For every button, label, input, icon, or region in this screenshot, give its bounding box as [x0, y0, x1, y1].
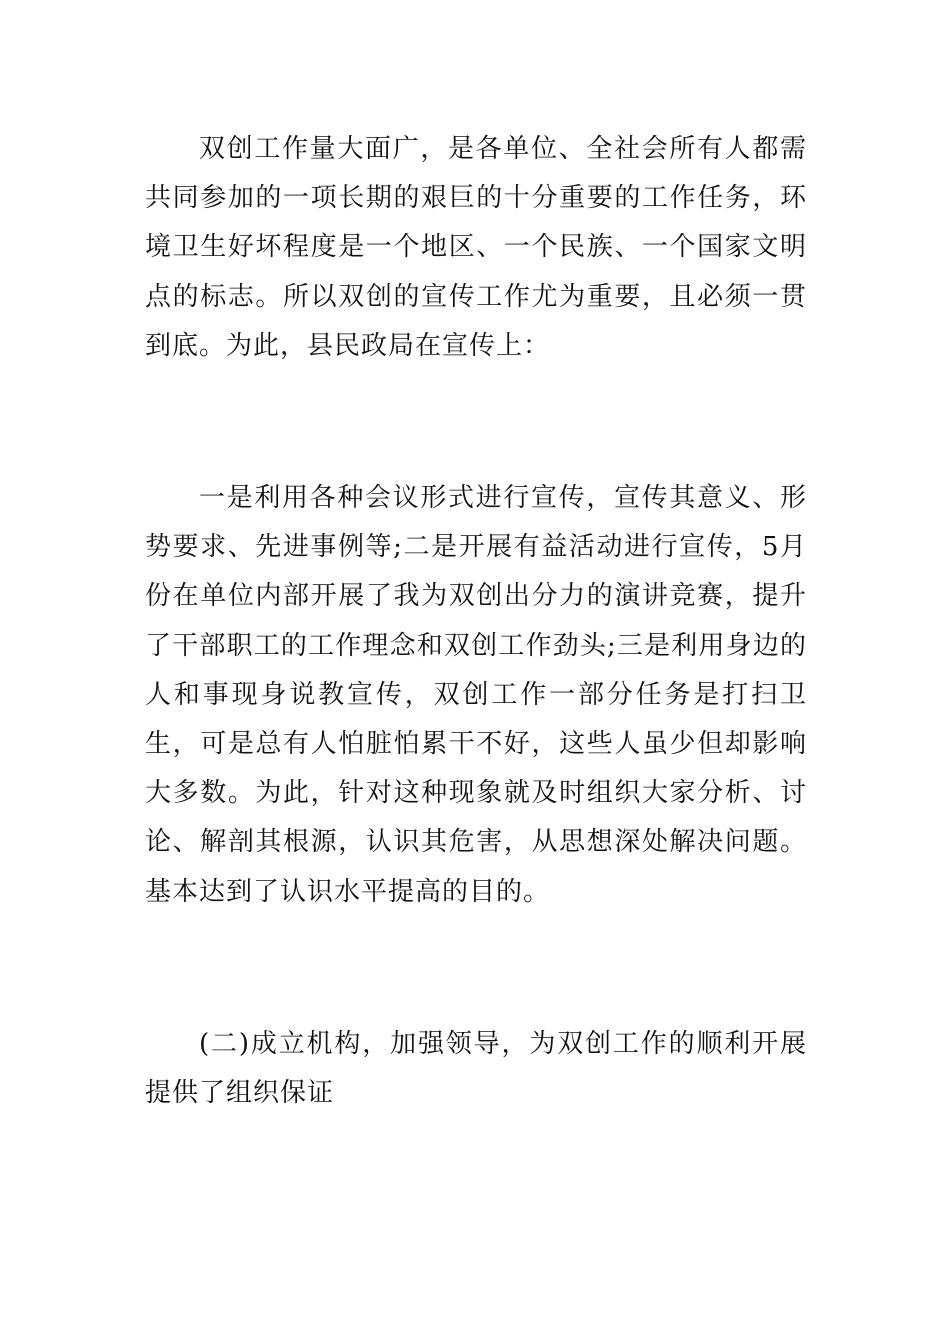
paragraph-publicity-intro: 双创工作量大面广，是各单位、全社会所有人都需共同参加的一项长期的艰巨的十分重要的工作任务，环境卫生好坏程度是一个地区、一个民族、一个国家文明点的标志。所以双创的宣传工作尤为重要，且必须一贯到底。为此，县民政局在宣传上： [145, 134, 807, 361]
section-heading-organization: (二)成立机构，加强领导，为双创工作的顺利开展提供了组织保证 [145, 1029, 807, 1109]
paragraph-publicity-methods: 一是利用各种会议形式进行宣传，宣传其意义、形势要求、先进事例等;二是开展有益活动进行宣传，5月份在单位内部开展了我为双创出分力的演讲竞赛，提升了干部职工的工作理念和双创工作劲头;三是利用身边的人和事现身说教宣传，双创工作一部分任务是打扫卫生，可是总有人怕脏怕累干不好，这些人虽少但却影响大多数。为此，针对这种现象就及时组织大家分析、讨论、解剖其根源，认识其危害，从思想深处解决问题。基本达到了认识水平提高的目的。 [145, 483, 807, 907]
